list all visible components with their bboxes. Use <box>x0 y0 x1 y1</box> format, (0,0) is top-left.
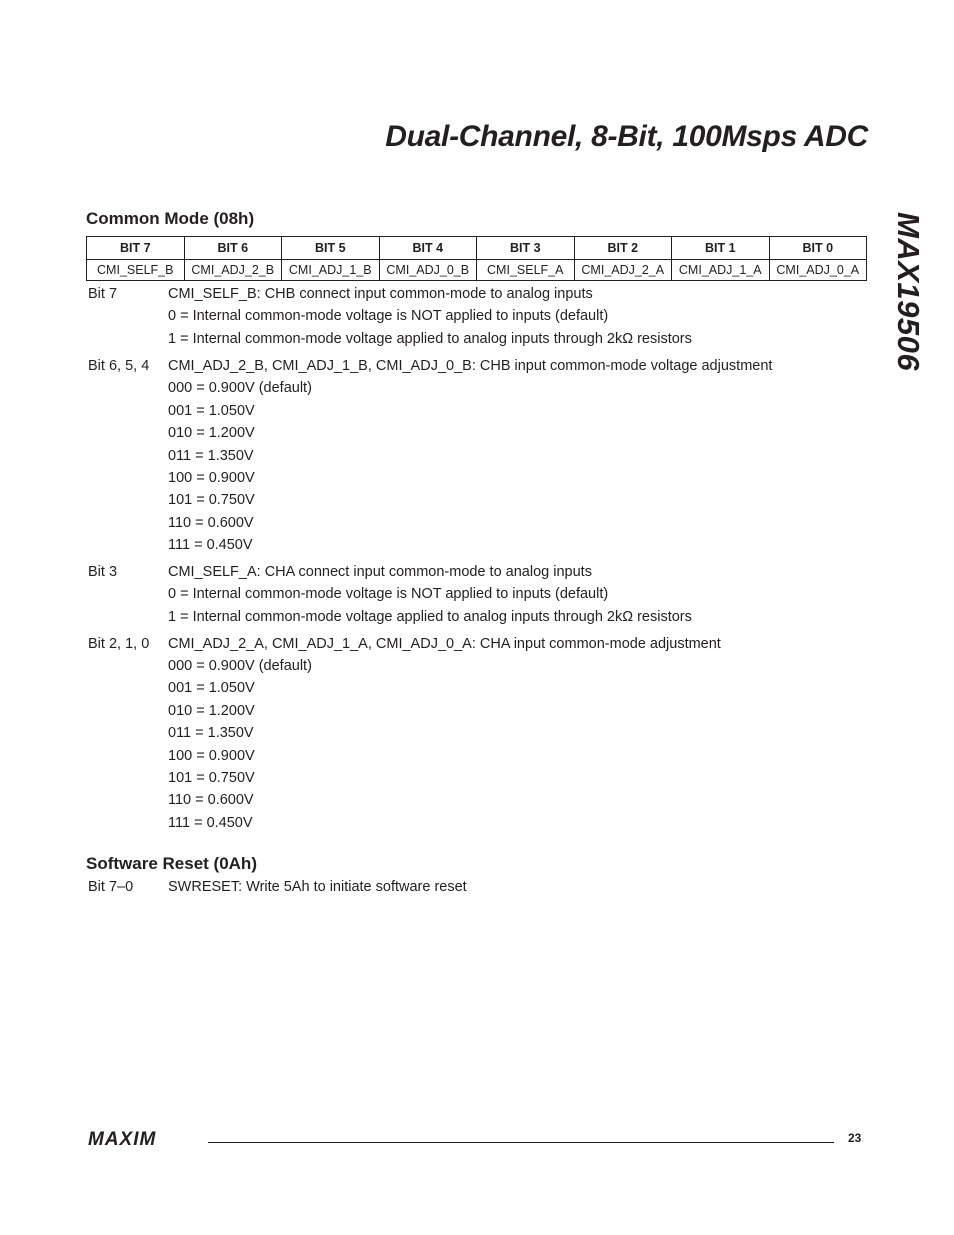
bit-name-row <box>87 260 867 281</box>
bit-header: BIT 4 <box>379 237 477 260</box>
footer-rule <box>208 1142 834 1143</box>
bit-description-line: 000 = 0.900V (default) <box>168 657 312 674</box>
bit-label: Bit 3 <box>88 563 118 580</box>
side-part-number: MAX19506 <box>891 212 926 372</box>
bit-description-entry <box>88 633 868 835</box>
bit-description-line: 011 = 1.350V <box>168 725 254 742</box>
bit-header: BIT 7 <box>87 237 185 260</box>
bit-description-line: 0 = Internal common-mode voltage is NOT applied to inputs (default) <box>168 586 609 603</box>
bit-description-line: 000 = 0.900V (default) <box>168 380 312 397</box>
bit-description-lines <box>168 283 868 350</box>
bit-description-line: CMI_SELF_B: CHB connect input common-mode to analog inputs <box>168 286 593 302</box>
bit-header: BIT 0 <box>769 237 867 260</box>
bit-description-line: CMI_ADJ_2_B, CMI_ADJ_1_B, CMI_ADJ_0_B: CHB input common-mode voltage adjustment <box>168 357 773 374</box>
bit-name-cell: CMI_ADJ_2_B <box>184 260 282 281</box>
bit-description-line: 101 = 0.750V <box>168 492 255 509</box>
bit-description-line: 1 = Internal common-mode voltage applied to analog inputs through 2kΩ resistors <box>168 608 692 625</box>
bit-name-cell: CMI_ADJ_2_A <box>574 260 672 281</box>
bit-description-line: 111 = 0.450V <box>168 537 253 554</box>
page-title: Dual-Channel, 8-Bit, 100Msps ADC <box>385 120 868 153</box>
bit-name-cell: CMI_ADJ_0_B <box>379 260 477 281</box>
page-number: 23 <box>848 1131 862 1145</box>
bit-description-line: 011 = 1.350V <box>168 447 254 464</box>
bit-description-entry <box>88 355 868 557</box>
bit-description-entry <box>88 876 868 898</box>
bit-description-line: SWRESET: Write 5Ah to initiate software reset <box>168 879 467 895</box>
section-heading-software-reset: Software Reset (0Ah) <box>86 854 257 873</box>
maxim-logo-text: MAXIM <box>88 1130 157 1148</box>
bit-name-cell: CMI_SELF_B <box>87 260 185 281</box>
section-heading-common-mode: Common Mode (08h) <box>86 209 255 228</box>
bit-description-lines <box>168 876 868 898</box>
bit-header: BIT 6 <box>184 237 282 260</box>
common-mode-bit-descriptions <box>88 283 868 834</box>
bit-description-line: 100 = 0.900V <box>168 747 255 764</box>
bit-description-line: 001 = 1.050V <box>168 402 255 419</box>
bit-description-line: 0 = Internal common-mode voltage is NOT applied to inputs (default) <box>168 308 609 325</box>
bit-description-lines <box>168 561 868 628</box>
maxim-logo <box>88 1130 200 1148</box>
bit-label: Bit 6, 5, 4 <box>88 357 150 374</box>
bit-label: Bit 2, 1, 0 <box>88 635 150 652</box>
register-bit-table <box>86 236 867 281</box>
bit-description-line: CMI_SELF_A: CHA connect input common-mode to analog inputs <box>168 563 592 580</box>
bit-description-line: 010 = 1.200V <box>168 425 255 442</box>
bit-description-line: 100 = 0.900V <box>168 469 255 486</box>
bit-label: Bit 7 <box>88 286 118 302</box>
bit-description-line: CMI_ADJ_2_A, CMI_ADJ_1_A, CMI_ADJ_0_A: CHA input common-mode adjustment <box>168 635 721 652</box>
bit-description-line: 110 = 0.600V <box>168 792 254 809</box>
bit-name-cell: CMI_ADJ_1_A <box>672 260 770 281</box>
bit-header: BIT 1 <box>672 237 770 260</box>
bit-description-entry <box>88 561 868 628</box>
bit-name-cell: CMI_SELF_A <box>477 260 575 281</box>
bit-description-line: 101 = 0.750V <box>168 769 255 786</box>
bit-description-line: 010 = 1.200V <box>168 702 255 719</box>
bit-description-line: 110 = 0.600V <box>168 514 254 531</box>
bit-header: BIT 5 <box>282 237 380 260</box>
bit-description-lines <box>168 355 868 557</box>
bit-header: BIT 3 <box>477 237 575 260</box>
bit-description-line: 1 = Internal common-mode voltage applied to analog inputs through 2kΩ resistors <box>168 330 692 347</box>
bit-description-entry <box>88 283 868 350</box>
bit-description-line: 111 = 0.450V <box>168 814 253 831</box>
software-reset-bit-descriptions <box>88 876 868 898</box>
bit-description-lines <box>168 633 868 835</box>
bit-header: BIT 2 <box>574 237 672 260</box>
bit-description-line: 001 = 1.050V <box>168 680 255 697</box>
bit-name-cell: CMI_ADJ_0_A <box>769 260 867 281</box>
bit-name-cell: CMI_ADJ_1_B <box>282 260 380 281</box>
bit-label: Bit 7–0 <box>88 879 134 895</box>
bit-header-row <box>87 237 867 260</box>
